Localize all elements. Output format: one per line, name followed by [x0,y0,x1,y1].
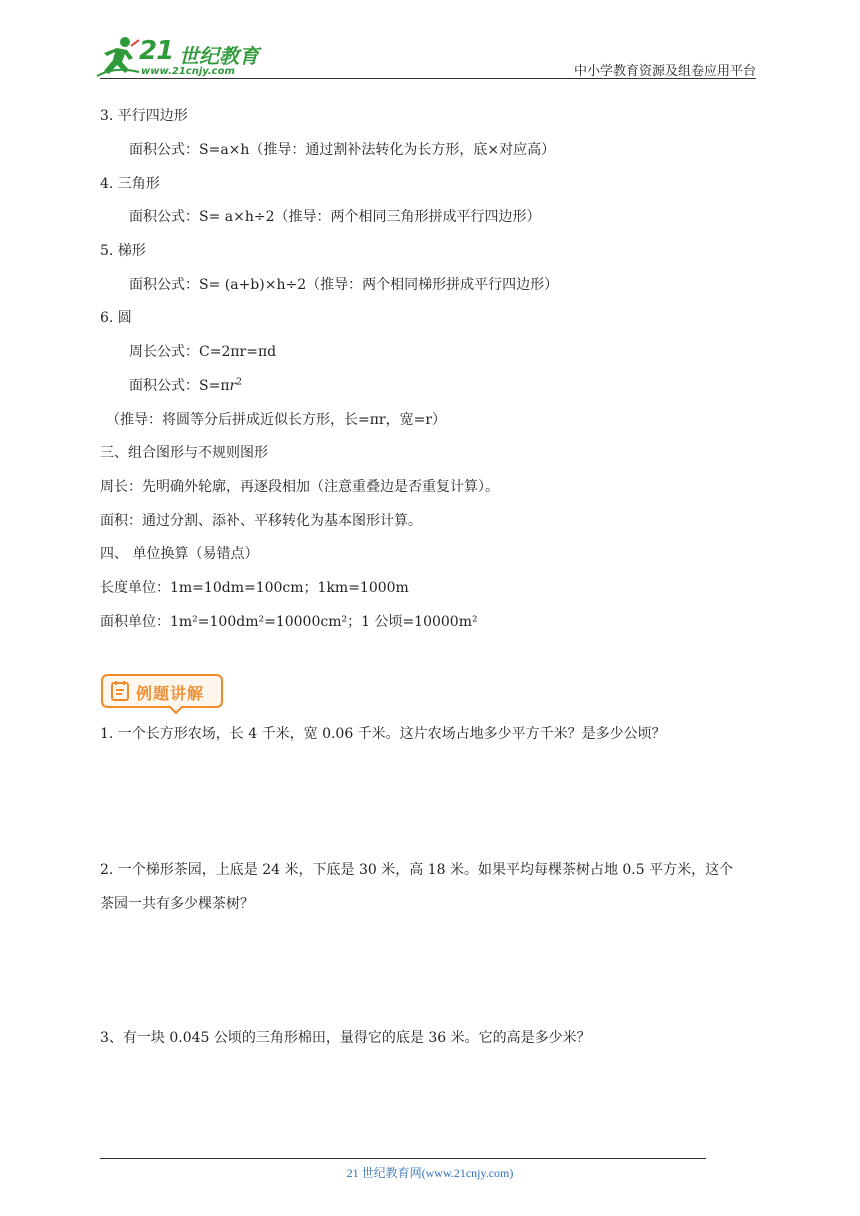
circle-derivation-note: （推导：将圆等分后拼成近似长方形，长=πr，宽=r） [106,412,447,428]
header-divider [100,78,756,79]
badge-label: 例题讲解 [136,684,205,703]
logo-mark: 21 [139,36,174,66]
brand-logo[interactable] [95,36,275,80]
parallelogram-area-formula: 面积公式：S=a×h（推导：通过割补法转化为长方形，底×对应高） [129,142,556,158]
platform-title: 中小学教育资源及组卷应用平台 [573,64,756,79]
heading-circle: 6. 圆 [100,310,132,326]
heading-triangle: 4. 三角形 [100,176,160,192]
logo-url: www.21cnjy.com [141,66,235,77]
area-rule: 面积：通过分割、添补、平移转化为基本图形计算。 [100,513,422,529]
notepad-icon [110,680,130,702]
perimeter-rule: 周长：先明确外轮廓，再逐段相加（注意重叠边是否重复计算）。 [100,479,499,495]
exponent: 2 [236,377,242,388]
question-3: 3、有一块 0.045 公顷的三角形棉田，量得它的底是 36 米。它的高是多少米？ [100,1030,591,1046]
length-units: 长度单位：1m=10dm=100cm；1km=1000m [100,580,409,596]
heading-parallelogram: 3. 平行四边形 [100,108,188,124]
circle-area-formula [129,376,242,396]
page-header [0,0,860,80]
footer-divider [100,1158,706,1159]
radius-symbol: r [229,378,237,394]
circle-area-prefix: 面积公式：S=π [129,378,230,394]
question-1: 1. 一个长方形农场，长 4 千米，宽 0.06 千米。这片农场占地多少平方千米？是多少公顷？ [100,726,666,742]
section-badge [100,673,224,713]
footer-link[interactable]: 21 世纪教育网(www.21cnjy.com) [346,1166,514,1180]
question-2-line-2: 茶园一共有多少棵茶树？ [100,896,254,912]
runner-icon [95,36,141,78]
triangle-area-formula: 面积公式：S= a×h÷2（推导：两个相同三角形拼成平行四边形） [129,209,541,225]
area-units: 面积单位：1m²=100dm²=10000cm²；1 公顷=10000m² [100,614,478,630]
heading-trapezoid: 5. 梯形 [100,243,146,259]
section-3-heading: 三、组合图形与不规则图形 [100,445,268,461]
circle-perimeter-formula: 周长公式：C=2πr=πd [129,344,277,360]
question-2-line-1: 2. 一个梯形茶园，上底是 24 米，下底是 30 米，高 18 米。如果平均每棵茶树占地 0.5 平方米，这个 [100,862,734,878]
section-4-heading: 四、 单位换算（易错点） [100,546,259,562]
logo-text: 世纪教育 [179,44,259,68]
trapezoid-area-formula: 面积公式：S= (a+b)×h÷2（推导：两个相同梯形拼成平行四边形） [129,277,559,293]
